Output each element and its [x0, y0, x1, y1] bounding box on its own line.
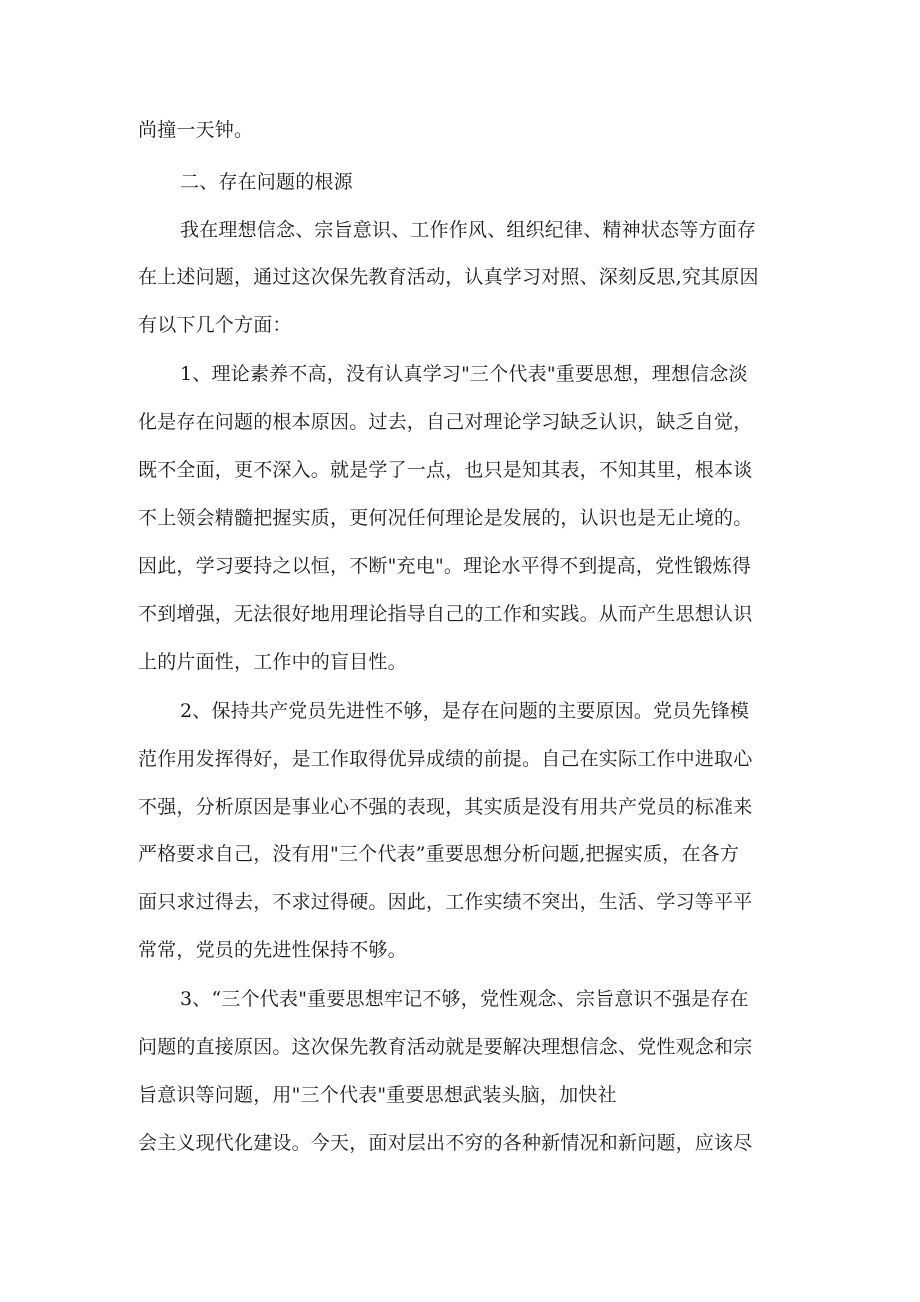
paragraph-line: 既不全面，更不深入。就是学了一点，也只是知其表，不知其里，根本谈 [138, 459, 753, 481]
paragraph-line: 有以下几个方面： [138, 314, 292, 336]
paragraph-line: 因此，学习要持之以恒，不断"充电"。理论水平得不到提高，党性锻炼得 [138, 555, 752, 577]
paragraph-line: 我在理想信念、宗旨意识、工作作风、组织纪律、精神状态等方面存 [180, 219, 757, 241]
paragraph-line: 化是存在问题的根本原因。过去，自己对理论学习缺乏认识，缺乏自觉， [138, 411, 753, 433]
paragraph-line: 会主义现代化建设。今天，面对层出不穷的各种新情况和新问题，应该尽 [138, 1132, 753, 1154]
paragraph-line: 范作用发挥得好，是工作取得优异成绩的前提。自己在实际工作中进取心 [138, 748, 753, 770]
paragraph-line: 上的片面性，工作中的盲目性。 [138, 651, 407, 673]
paragraph-line: 2、保持共产党员先进性不够，是存在问题的主要原因。党员先锋模 [180, 700, 750, 722]
section-heading: 二、存在问题的根源 [180, 171, 353, 193]
paragraph-line: 不强，分析原因是事业心不强的表现，其实质是没有用共产党员的标准来 [138, 796, 753, 818]
paragraph-line: 3、“三个代表"重要思想牢记不够，党性观念、宗旨意识不强是存在 [180, 988, 749, 1010]
paragraph-line: 严格要求自己，没有用"三个代表”重要思想分析问题,把握实质，在各方 [138, 843, 740, 865]
paragraph-line: 问题的直接原因。这次保先教育活动就是要解决理想信念、党性观念和宗 [138, 1036, 753, 1058]
paragraph-line: 1、理论素养不高，没有认真学习"三个代表"重要思想，理想信念淡 [180, 363, 748, 385]
paragraph-line-continuation: 尚撞一天钟。 [138, 119, 254, 141]
paragraph-line: 不到增强，无法很好地用理论指导自己的工作和实践。从而产生思想认识 [138, 603, 753, 625]
paragraph-line: 在上述问题，通过这次保先教育活动，认真学习对照、深刻反思,究其原因 [138, 266, 759, 288]
paragraph-line: 常常，党员的先进性保持不够。 [138, 939, 407, 961]
paragraph-line: 旨意识等问题，用"三个代表"重要思想武装头脑，加快社 [138, 1084, 617, 1106]
paragraph-line: 面只求过得去，不求过得硬。因此，工作实绩不突出，生活、学习等平平 [138, 891, 753, 913]
paragraph-line: 不上领会精髓把握实质，更何况任何理论是发展的，认识也是无止境的。 [138, 507, 753, 529]
